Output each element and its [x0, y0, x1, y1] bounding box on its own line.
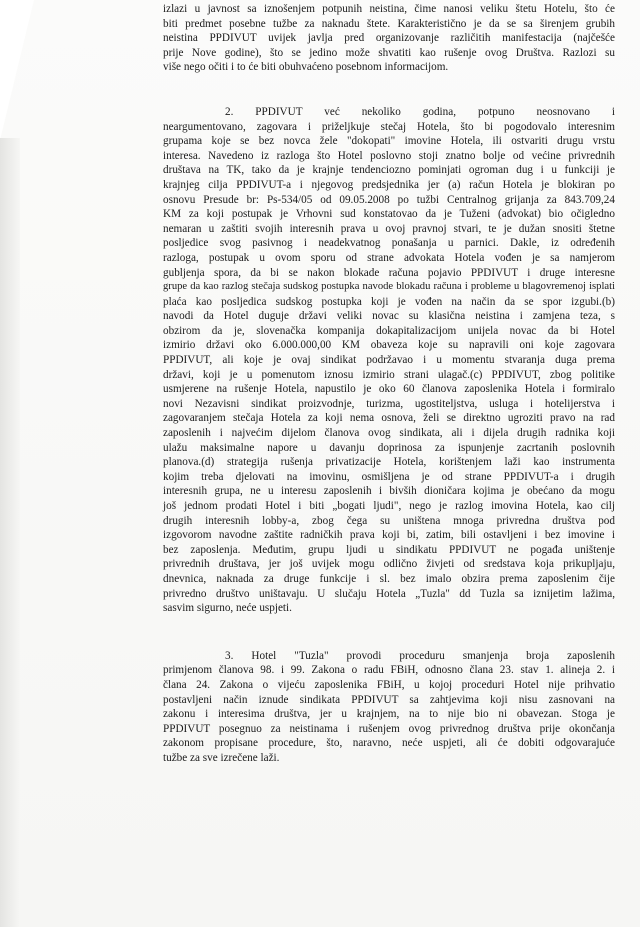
- text-line: krajnjeg cilja PPDIVUT-a i njegovog predsjednika jer (a) račun Hotela je blokiran po: [163, 178, 615, 191]
- text-line: interesa. Navedeno iz razloga što Hotel poslovno stoji znatno bolje od većine privrednih: [163, 149, 615, 162]
- page-edge-shadow: [0, 138, 20, 927]
- text-line: PPDIVUT posegnuo za neistinama i rušenjem ovog privrednog društva prije okončanja: [163, 722, 615, 735]
- text-line: KM za koji postupak je Vrhovni sud konstatovao da je Tuženi (advokat) bio očigledno: [163, 208, 615, 221]
- document-body: [163, 2, 615, 766]
- text-line: privredno društvo uništavaju. U slučaju Hotela „Tuzla" dd Tuzla sa iznijetim lažima,: [163, 587, 615, 600]
- text-line: neistina PPDIVUT uvijek javlja pred organizovanje različitih manifestacija (najčešće: [163, 32, 615, 45]
- text-line: prije Nove godine), što se jedino može shvatiti kao rušenje ovog Društva. Razlozi su: [163, 46, 615, 59]
- text-line: privrednih društava, jer još uvijek mogu odlično živjeti od sredstava koja prikupljaju,: [163, 558, 615, 571]
- text-line: plaća kao posljedica sudskog postupka koji je vođen na način da se spor izgubi.(b): [163, 295, 615, 308]
- text-line: razloga, postupak u ovom sporu od strane advokata Hotela vođen je sa namjerom: [163, 251, 615, 264]
- text-line: planova.(d) strategija rušenja privatizacije Hotela, korištenjem laži kao instrumenta: [163, 456, 615, 469]
- text-line: grupe da kao razlog stečaja sudskog postupka navode blokadu računa i probleme u blagovremenoj isplati: [163, 281, 615, 293]
- text-line: zakonu i interesima društva, jer u krajnjem, na to nije bio ni obavezan. Stoga je: [163, 708, 615, 721]
- text-line: izlazi u javnost sa iznošenjem potpunih neistina, čime nanosi veliku štetu Hotelu, što će: [163, 3, 615, 15]
- text-line: interesnih grupa, ne u interesu zaposlenih i bivših dioničara kojima je obećano da mogu: [163, 485, 615, 498]
- text-line: više nego očiti i to će biti obuhvaćeno posebnom informacijom.: [163, 61, 449, 74]
- text-line: sasvim sigurno, neće uspjeti.: [163, 602, 292, 615]
- text-line: dnevnica, naknada za druge funkcije i sl. bez imalo obzira prema zaposlenim čije: [163, 572, 615, 585]
- text-line: zakonom propisane procedure, što, naravno, neće uspjeti, ali će dobiti odgovarajuće: [163, 737, 615, 750]
- text-line: 2. PPDIVUT već nekoliko godina, potpuno neosnovano i: [225, 105, 615, 118]
- text-line: obzirom da je, slovenačka kompanija dokapitalizacijom unijela novac da bi Hotel: [163, 324, 615, 337]
- text-line: zaposlenih i najvećim dijelom članova ovog sindikata, ali i dijela drugih radnika koji: [163, 427, 615, 440]
- text-line: primjenom članova 98. i 99. Zakona o radu FBiH, odnosno člana 23. stav 1. alineja 2. i: [163, 664, 615, 677]
- text-line: drugih interesnih lobby-a, zbog čega su uništena mnoga privredna društva pod: [163, 514, 615, 527]
- paragraph-intro: [163, 2, 615, 75]
- text-line: novi Nezavisni sindikat proizvodnje, turizma, ugostiteljstva, usluga i hotelijerstva i: [163, 397, 615, 410]
- text-line: usmjerene na rušenje Hotela, napustilo je oko 60 članova zaposlenika Hotela i formiralo: [163, 383, 615, 396]
- text-line: posljedice svog pasivnog i neadekvatnog ponašanja u parnici. Dakle, iz određenih: [163, 237, 615, 250]
- text-line: gubljenja spora, da bi se nakon blokade računa pojavio PPDIVUT i druge interesne: [163, 266, 615, 279]
- text-line: kojim treba djelovati na imovinu, osmišljena je od strane PPDIVUT-a i drugih: [163, 470, 615, 483]
- text-line: izmirio državi oko 6.000.000,00 KM obaveza koje su napravili oni koje zagovara: [163, 339, 615, 352]
- text-line: grupama koje se bez novca žele "dokopati" imovine Hotela, ili ostvariti drugu vrstu: [163, 135, 615, 148]
- text-line: državi, koji je u pomenutom iznosu izmirio strani ulagač.(c) PPDIVUT, zbog politike: [163, 368, 615, 381]
- text-line: tužbe za sve izrečene laži.: [163, 751, 280, 764]
- text-line: osnovu Presude br: Ps-534/05 od 09.05.2008 po tužbi Centralnog grijanja za 843.709,24: [163, 193, 615, 206]
- text-line: bez zaposlenja. Međutim, grupu ljudi u sindikatu PPDIVUT ne pogađa uništenje: [163, 543, 615, 556]
- text-line: nemaran u zaštiti svojih interesnih prava u ovoj pravnoj stvari, te je dužan snositi štetne: [163, 222, 615, 235]
- text-line: neargumentovano, zagovara i priželjkuje stečaj Hotela, što bi pogodovalo interesnim: [163, 120, 615, 133]
- text-line: navodi da Hotel duguje državi veliki novac su klasična neistina i zamjena teza, s: [163, 310, 615, 323]
- text-line: društava na TK, tako da je krajnje tendenciozno pominjati ogroman dug i u funkciji je: [163, 164, 615, 177]
- paragraph-2: [163, 105, 615, 616]
- text-line: 3. Hotel "Tuzla" provodi proceduru smanjenja broja zaposlenih: [225, 649, 615, 662]
- folded-corner: [0, 0, 34, 140]
- paragraph-3: [163, 649, 615, 766]
- text-line: PPDIVUT, ali koje je ovaj sindikat podržavao i u momentu stvaranja duga prema: [163, 354, 615, 367]
- text-line: postavljeni način iznude sindikata PPDIVUT sa zahtjevima koji nisu zasnovani na: [163, 693, 615, 706]
- text-line: zagovaranjem stečaja Hotela za koji nema osnova, želi se direktno ugroziti pravo na rad: [163, 412, 615, 425]
- text-line: člana 24. Zakona o vijeću zaposlenika FBiH, u kojoj proceduri Hotel nije prihvatio: [163, 678, 615, 691]
- text-line: biti predmet posebne tužbe za naknadu štete. Karakteristično je da se sa širenjem grubih: [163, 17, 615, 30]
- text-line: još jednom prodati Hotel i biti „bogati ljudi", nego je razlog imovina Hotela, kao cilj: [163, 500, 615, 512]
- text-line: ulažu maksimalne napore u davanju doprinosa za ispunjenje zacrtanih poslovnih: [163, 441, 615, 454]
- text-line: izgovorom navodne zaštite radničkih prava koji bi, zatim, bili ostavljeni i bez imovine i: [163, 529, 615, 542]
